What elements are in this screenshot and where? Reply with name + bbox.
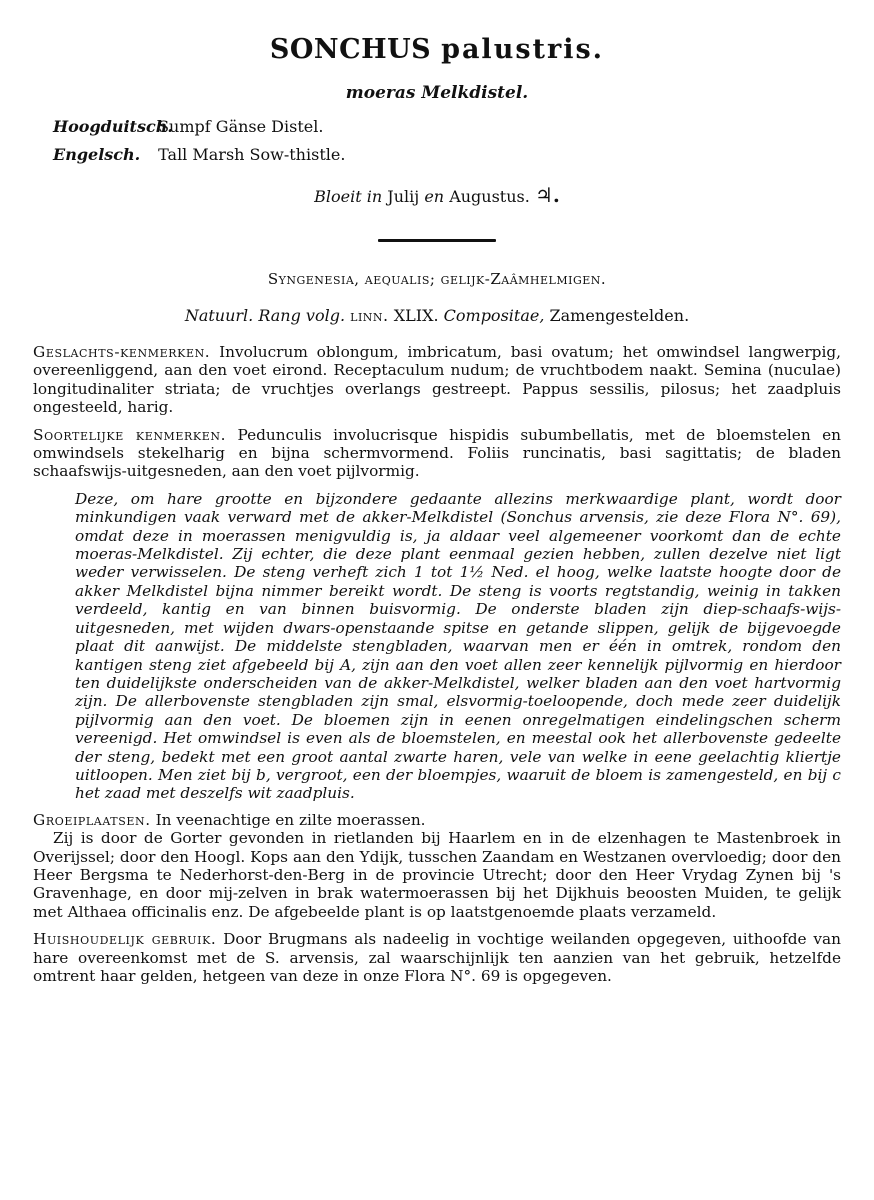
bloom-month: Julij [387, 187, 420, 206]
family-name: Compositae, [443, 306, 545, 325]
name-row-german [53, 113, 841, 141]
bloom-prefix: Bloeit [314, 187, 362, 206]
common-names [53, 113, 841, 169]
genus-name: SONCHUS [269, 34, 432, 65]
name-row-english [53, 141, 841, 169]
bloom-and: en [424, 187, 445, 206]
section-domestic-use [33, 930, 841, 985]
bloom-period [33, 183, 841, 207]
bloom-in: in [366, 187, 383, 206]
common-name: Tall Marsh Sow-thistle. [158, 145, 346, 164]
section-text: Pedunculis involucrisque hispidis subumbellatis, met de bloemstelen en omwindsels stekelharig en bijna schermvormend. Foliis runcinatis, basi sagittatis; de bladen schaafswijs-uitgesneden, aan den voet pijlvormig. [33, 425, 841, 481]
section-heading: Geslachts-kenmerken. [33, 343, 211, 361]
order-number: XLIX. [393, 306, 439, 325]
section-habitat [33, 811, 841, 829]
section-genus-characters [33, 343, 841, 417]
family-name-nl: Zamengestelden. [549, 306, 690, 325]
linn-label: linn. [350, 306, 389, 325]
section-text: Door Brugmans als nadeelig in vochtige weilanden opgegeven, uithoofde van hare overeenkomst met de S. arvensis, zal waarschijnlijk ten aanzien van het gebruik, hetzelfde omtrent haar gelden, hetgeen van deze in onze Flora N°. 69 is opgegeven. [33, 930, 841, 985]
dutch-name: moeras Melkdistel. [345, 83, 529, 103]
perennial-symbol-icon: ♃. [534, 183, 560, 207]
section-text: In veenachtige en zilte moerassen. [155, 810, 426, 829]
species-description: Deze, om hare grootte en bijzondere gedaante allezins merkwaardige plant, wordt door minkundigen vaak verward met de akker-Melkdistel (Sonchus arvensis, zie deze Flora N°. 69), omdat deze in moerassen menigvuldig is, ja aldaar veel algemeener voorkomt dan de echte moeras-Melkdistel. Zij echter, die deze plant eenmaal gezien hebben, zullen dezelve niet ligt weder verwisselen. De steng verheft zich 1 tot 1½ Ned. el hoog, welke laatste hoogte door de akker Melkdistel bijna nimmer bereikt wordt. De steng is voorts regtstandig, weinig in takken verdeeld, kantig en van binnen buisvormig. De onderste bladen zijn diep-schaafs-wijs-uitgesneden, met wijden dwars-openstaande spitse en getande slippen, gelijk de bijgevoegde plaat dit aanwijst. De middelste stengbladen, waarvan men er één in omtrek, rondom den kantigen steng ziet afgebeeld bij A, zijn aan den voet allen zeer kennelijk pijlvormig en hierdoor ten duidelijkste onderscheiden van de akker-Melkdistel, welker bladen aan den voet hartvormig zijn. De allerbovenste stengbladen zijn smal, elsvormig-toeloopende, doch mede zeer duidelijk pijlvormig aan den voet. De bloemen zijn in eenen onregelmatigen eindelingschen scherm vereenigd. Het omwindsel is even als de bloemstelen, en meestal ook het allerbovenste gedeelte der steng, bedekt met een groot aantal zwarte haren, vele van welke in eene geelachtig kliertje uitloopen. Men ziet bij b, vergroot, een der bloempjes, waaruit de bloem is zamengesteld, en bij c het zaad met deszelfs wit zaadpluis. [75, 489, 841, 803]
natural-order [33, 306, 841, 325]
linnaean-class: Syngenesia, aequalis; gelijk-Zaâmhelmigen. [267, 270, 607, 288]
language-label: Hoogduitsch. [53, 117, 173, 136]
page-title [33, 34, 841, 65]
habitat-localities: Zij is door de Gorter gevonden in rietlanden bij Haarlem en in de elzenhagen te Mastenbroek in Overijssel; door den Hoogl. Kops aan den Ydijk, tusschen Zaandam en Westzanen overvloedig; door den Heer Bergsma te Nederhorst-den-Berg in de provincie Utrecht; door den Heer Vrydag Zynen bij 's Gravenhage, en door mij-zelven in brak watermoerassen bij het Dijkhuis beoosten Muiden, te gelijk met Althaea officinalis enz. De afgebeelde plant is op laatstgenoemde plaats verzameld. [33, 829, 841, 921]
language-label: Engelsch. [53, 145, 141, 164]
section-text: Involucrum oblongum, imbricatum, basi ovatum; het omwindsel langwerpig, overeenliggend, aan den voet eirond. Receptaculum nudum; de vruchtbodem naakt. Semina (nuculae) longitudinaliter striata; de vruchtjes overlangs gestreept. Pappus sessilis, pilosus; het zaadpluis ongesteeld, harig. [33, 343, 841, 417]
common-name: Sumpf Gänse Distel. [158, 117, 324, 136]
section-heading: Groeiplaatsen. [33, 810, 151, 829]
section-heading: Huishoudelijk gebruik. [33, 930, 217, 949]
section-heading: Soortelijke kenmerken. [33, 425, 227, 444]
section-species-characters [33, 426, 841, 481]
natuurl-prefix: Natuurl. Rang volg. [184, 306, 346, 325]
divider [378, 239, 496, 242]
document-page [33, 22, 841, 994]
bloom-month-2: Augustus. [449, 187, 530, 206]
species-name: palustris. [441, 34, 605, 65]
